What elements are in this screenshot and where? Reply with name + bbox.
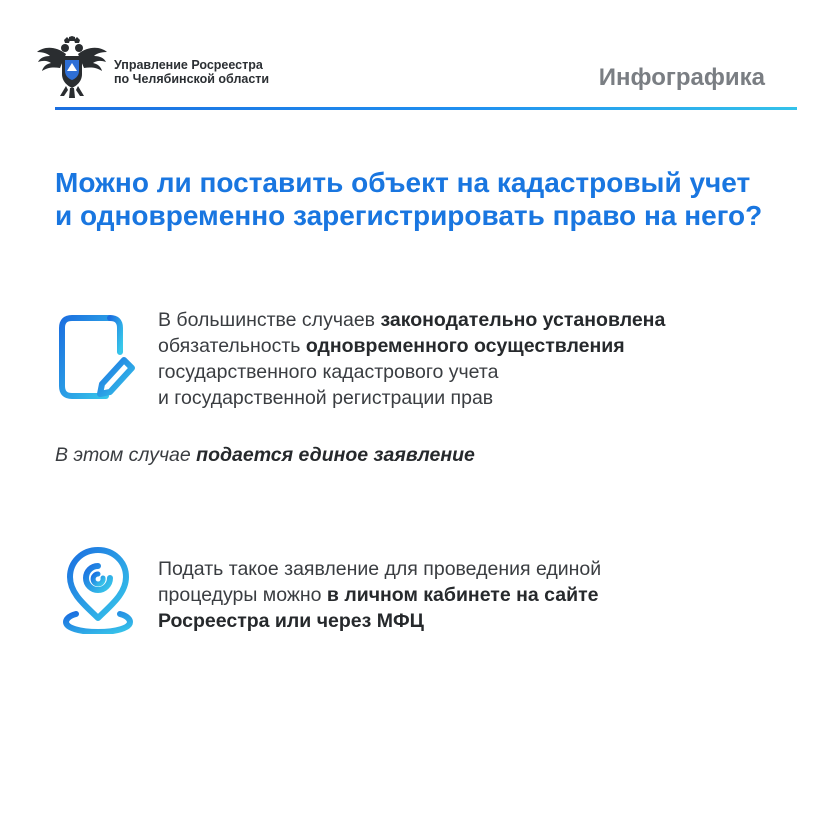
org-name-line1: Управление Росреестра	[114, 58, 263, 72]
block2-line2-bold: в личном кабинете на сайте	[326, 584, 599, 606]
block1-line1-bold: законодательно установлена	[380, 309, 666, 331]
block1-line3: государственного кадастрового учета	[158, 361, 499, 383]
block1-line2-regular: обязательность	[158, 335, 306, 357]
title-line1: Можно ли поставить объект на кадастровый учет	[55, 167, 751, 198]
block1-line1-regular: В большинстве случаев	[158, 309, 381, 331]
block1-text	[158, 307, 778, 411]
org-name-line2: по Челябинской области	[114, 72, 270, 86]
document-edit-icon	[54, 310, 138, 404]
section-label: Инфографика	[598, 64, 765, 91]
title-line2: и одновременно зарегистрировать право на него?	[55, 200, 763, 231]
organization-name	[114, 58, 269, 86]
block2-text	[158, 556, 718, 634]
block2-line2-regular: процедуры можно	[158, 584, 327, 606]
note-bold: подается единое заявление	[196, 444, 475, 466]
header-divider	[55, 107, 797, 110]
note-regular: В этом случае	[55, 444, 197, 466]
block2-line3-bold: Росреестра или через МФЦ	[158, 610, 424, 632]
block1-line4: и государственной регистрации прав	[158, 387, 494, 409]
block1-line2-bold: одновременного осуществления	[305, 335, 625, 357]
note-text	[55, 444, 475, 467]
location-pin-icon	[62, 544, 134, 634]
page-title	[55, 166, 795, 232]
eagle-emblem-icon	[36, 36, 108, 100]
block2-line1: Подать такое заявление для проведения единой	[158, 558, 602, 580]
